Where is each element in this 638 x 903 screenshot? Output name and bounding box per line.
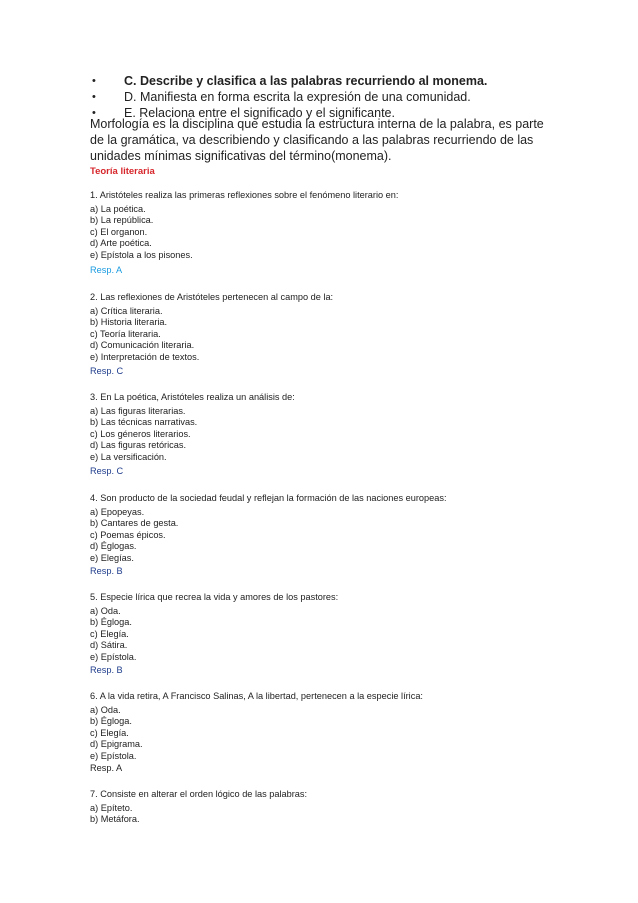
option: d) Epigrama. [90,739,143,750]
document-page: C. Describe y clasifica a las palabras recurriendo al monema. D. Manifiesta en forma escrita la expresión de una comunidad. E. Relaciona entre el significado y el significante. Morfología es la disciplina que estudia la estructura interna de la palabra, es parte de la gramática, va describiendo y clasificando a las palabras recurriendo de las unidades mínimas significativas del término(monema). Teoría literaria 1. Aristóteles realiza las primeras reflexiones sobre el fenómeno literario en: a) La poética. b) La república. c) El organon. d) Arte poética. e) Epístola a los pisones. Resp. A 2. Las reflexiones de Aristóteles pertenecen al campo de la: a) Crítica literaria. b) Historia literaria. c) Teoría literaria. d) Comunicación literaria. e) Interpretación de textos. Resp. C 3. En La poética, Aristóteles realiza un análisis de: a) Las figuras literarias. b) Las técnicas narrativas. c) Los géneros literarios. d) Las figuras retóricas. e) La versificación. Resp. C 4. Son producto de la sociedad feudal y reflejan la formación de las naciones europeas: a) Epopeyas. b) Cantares de gesta. c) Poemas épicos. d) Églogas. e) Elegías. Resp. B 5. Especie lírica que recrea la vida y amores de los pastores: a) Oda. b) Égloga. c) Elegía. d) Sátira. e) Epístola. Resp. B 6. A la vida retira, A Francisco Salinas, A la libertad, pertenecen a la especie lírica: a) Oda. b) Égloga. c) Elegía. d) Epigrama. e) Epístola. Resp. A 7. Consiste en alterar el orden lógico de las palabras: a) Epíteto. b) Metáfora. [0,0,638,903]
option: e) Epístola. [90,750,137,761]
option: c) Los géneros literarios. [90,428,191,439]
option: d) Las figuras retóricas. [90,440,186,451]
question-5 [90,592,338,664]
option: c) Elegía. [90,628,129,639]
option: d) Églogas. [90,541,137,552]
option: b) Égloga. [90,617,132,628]
option: d) Sátira. [90,640,128,651]
option: e) Elegías. [90,552,134,563]
question-stem: 1. Aristóteles realiza las primeras reflexiones sobre el fenómeno literario en: [90,190,399,200]
option: a) Oda. [90,704,121,715]
question-6 [90,691,423,763]
option: e) Interpretación de textos. [90,351,200,362]
option: c) Poemas épicos. [90,529,166,540]
question-7 [90,789,307,826]
option: a) Crítica literaria. [90,305,163,316]
answer: Resp. A [90,763,123,773]
question-stem: 3. En La poética, Aristóteles realiza un análisis de: [90,392,295,402]
option: b) La república. [90,215,154,226]
question-2 [90,292,333,364]
answer: Resp. B [90,665,123,675]
question-1 [90,190,398,262]
option: b) Égloga. [90,716,132,727]
option: a) Oda. [90,605,121,616]
option: e) Epístola a los pisones. [90,249,193,260]
option: c) Teoría literaria. [90,328,161,339]
option: a) Las figuras literarias. [90,405,186,416]
answer: Resp. C [90,466,124,476]
option: d) Comunicación literaria. [90,340,195,351]
option: b) Historia literaria. [90,317,168,328]
option: b) Cantares de gesta. [90,518,179,529]
question-stem: 2. Las reflexiones de Aristóteles pertenecen al campo de la: [90,292,334,302]
question-3 [90,392,295,464]
answer: Resp. C [90,366,124,376]
option: c) El organon. [90,226,148,237]
option: a) Epíteto. [90,802,133,813]
option: e) Epístola. [90,651,137,662]
question-4 [90,493,447,565]
question-stem: 6. A la vida retira, A Francisco Salinas, A la libertad, pertenecen a la especie lírica: [90,691,423,701]
answer: Resp. B [90,566,123,576]
option: a) La poética. [90,203,146,214]
section-title: Teoría literaria [90,166,155,177]
answer: Resp. A [90,265,123,275]
question-stem: 4. Son producto de la sociedad feudal y reflejan la formación de las naciones europeas: [90,493,447,503]
question-stem: 7. Consiste en alterar el orden lógico de las palabras: [90,789,308,799]
option: d) Arte poética. [90,238,152,249]
intro-paragraph: Morfología es la disciplina que estudia la estructura interna de la palabra, es parte de la gramática, va describiendo y clasificando a las palabras recurriendo de las unidades mínimas significativas del término(monema). [90,117,544,163]
option: b) Metáfora. [90,814,140,825]
option: c) Elegía. [90,727,129,738]
option: b) Las técnicas narrativas. [90,417,198,428]
option: e) La versificación. [90,451,167,462]
question-stem: 5. Especie lírica que recrea la vida y amores de los pastores: [90,592,339,602]
option: a) Epopeyas. [90,506,145,517]
